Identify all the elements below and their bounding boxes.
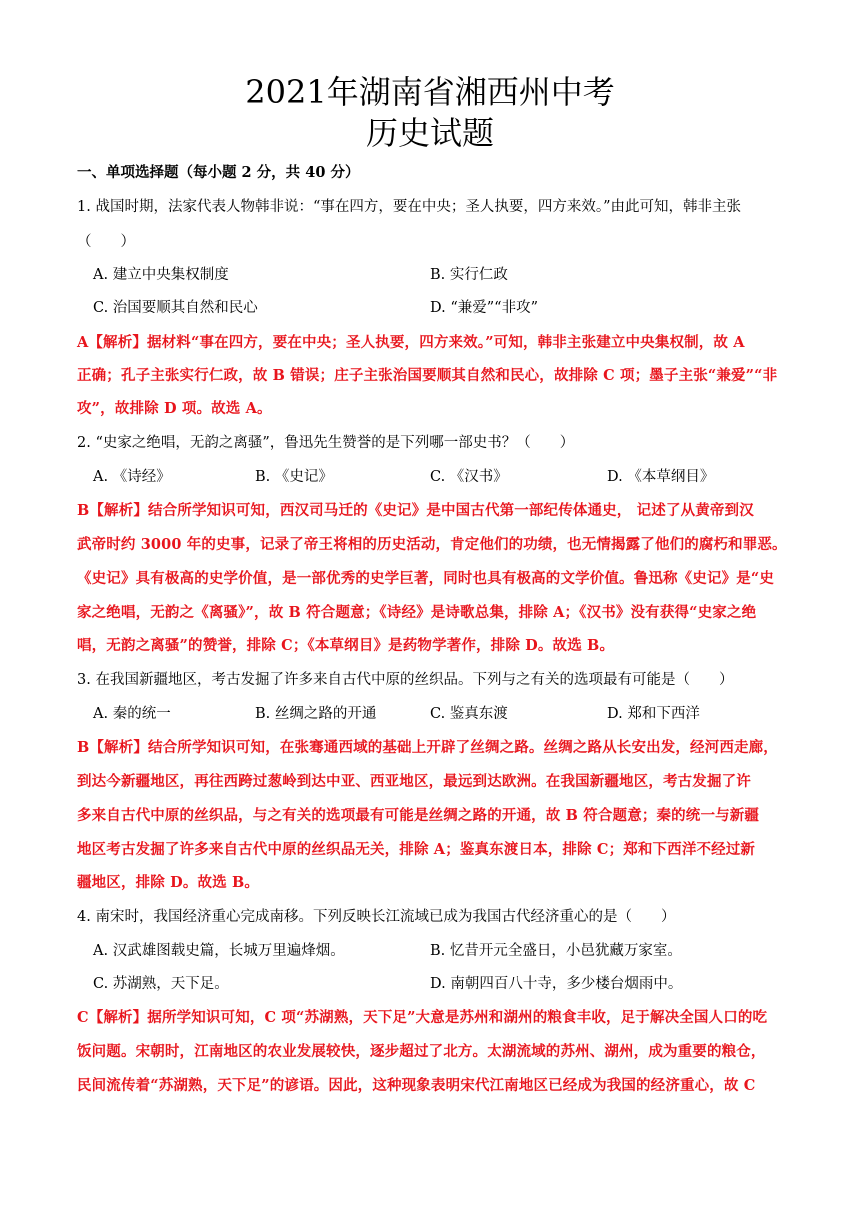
question-3-option-c: C. 鉴真东渡: [430, 706, 508, 722]
question-3-analysis-line: 多来自古代中原的丝织品，与之有关的选项最有可能是丝绸之路的开通，故 B 符合题意；秦的统一与新疆: [77, 807, 760, 824]
question-1-analysis-line: 攻”，故排除 D 项。故选 A。: [77, 400, 272, 417]
section-heading: 一、单项选择题（每小题 2 分，共 40 分）: [77, 164, 360, 181]
question-2-option-a: A. 《诗经》: [93, 469, 171, 485]
question-2-option-b: B. 《史记》: [255, 469, 333, 485]
question-4-analysis-line: 饭问题。宋朝时，江南地区的农业发展较快，逐步超过了北方。太湖流域的苏州、湖州，成为重要的粮仓，: [77, 1043, 766, 1060]
question-2-analysis-line: 武帝时约 3000 年的史事，记录了帝王将相的历史活动，肯定他们的功绩，也无情揭露了他们的腐朽和罪恶。: [77, 536, 787, 553]
question-2-option-d: D. 《本草纲目》: [607, 469, 715, 485]
question-1-blank: （ ）: [77, 234, 135, 250]
question-4-analysis-line: 民间流传着“苏湖熟，天下足”的谚语。因此，这种现象表明宋代江南地区已经成为我国的经济重心，故 C: [77, 1077, 756, 1094]
question-4-option-c: C. 苏湖熟，天下足。: [93, 976, 229, 992]
question-1-option-a: A. 建立中央集权制度: [93, 267, 229, 283]
question-3-analysis-line: B【解析】结合所学知识可知，在张骞通西域的基础上开辟了丝绸之路。丝绸之路从长安出发，经河西走廊，: [77, 739, 778, 756]
question-3-analysis-line: 疆地区，排除 D。故选 B。: [77, 874, 260, 891]
question-3-option-a: A. 秦的统一: [93, 706, 171, 722]
question-2-analysis-line: 《史记》具有极高的史学价值，是一部优秀的史学巨著，同时也具有极高的文学价值。鲁迅称《史记》是“史: [77, 570, 775, 587]
question-1-text: 1. 战国时期，法家代表人物韩非说：“事在四方，要在中央；圣人执要，四方来效。”由此可知，韩非主张: [77, 199, 742, 215]
question-1-option-b: B. 实行仁政: [430, 267, 508, 283]
document-title: 2021年湖南省湘西州中考: [245, 73, 615, 111]
question-3-analysis-line: 地区考古发掘了许多来自古代中原的丝织品无关，排除 A；鉴真东渡日本，排除 C；郑和下西洋不经过新: [77, 841, 756, 858]
question-1-analysis-line: 正确；孔子主张实行仁政，故 B 错误；庄子主张治国要顺其自然和民心，故排除 C 项；墨子主张“兼爱”“非: [77, 367, 778, 384]
question-3-text: 3. 在我国新疆地区，考古发掘了许多来自古代中原的丝织品。下列与之有关的选项最有可能是（ ）: [77, 672, 734, 688]
question-3-option-d: D. 郑和下西洋: [607, 706, 700, 722]
question-1-option-d: D. “兼爱”“非攻”: [430, 300, 538, 316]
question-2-option-c: C. 《汉书》: [430, 469, 508, 485]
question-2-analysis-line: 家之绝唱，无韵之《离骚》”，故 B 符合题意；《诗经》是诗歌总集，排除 A；《汉书》没有获得“史家之绝: [77, 604, 757, 621]
question-4-analysis-line: C【解析】据所学知识可知，C 项“苏湖熟，天下足”大意是苏州和湖州的粮食丰收，足于解决全国人口的吃: [77, 1009, 768, 1026]
question-4-text: 4. 南宋时，我国经济重心完成南移。下列反映长江流域已成为我国古代经济重心的是（ ）: [77, 909, 676, 925]
question-4-option-b: B. 忆昔开元全盛日，小邑犹藏万家室。: [430, 943, 682, 959]
question-2-text: 2. “史家之绝唱，无韵之离骚”，鲁迅先生赞誉的是下列哪一部史书？（ ）: [77, 435, 575, 451]
question-2-analysis-line: B【解析】结合所学知识可知，西汉司马迁的《史记》是中国古代第一部纪传体通史， 记述了从黄帝到汉: [77, 502, 754, 519]
question-4-option-a: A. 汉武雄图载史篇，长城万里遍烽烟。: [93, 943, 345, 959]
question-3-option-b: B. 丝绸之路的开通: [255, 706, 377, 722]
question-1-option-c: C. 治国要顺其自然和民心: [93, 300, 258, 316]
document-subtitle: 历史试题: [365, 114, 494, 152]
question-3-analysis-line: 到达今新疆地区，再往西跨过葱岭到达中亚、西亚地区，最远到达欧洲。在我国新疆地区，考古发掘了许: [77, 773, 751, 790]
question-1-analysis-line: A【解析】据材料“事在四方，要在中央；圣人执要，四方来效。”可知，韩非主张建立中央集权制，故 A: [77, 334, 745, 351]
question-4-option-d: D. 南朝四百八十寺，多少楼台烟雨中。: [430, 976, 683, 992]
question-2-analysis-line: 唱，无韵之离骚”的赞誉，排除 C；《本草纲目》是药物学著作，排除 D。故选 B。: [77, 637, 615, 654]
